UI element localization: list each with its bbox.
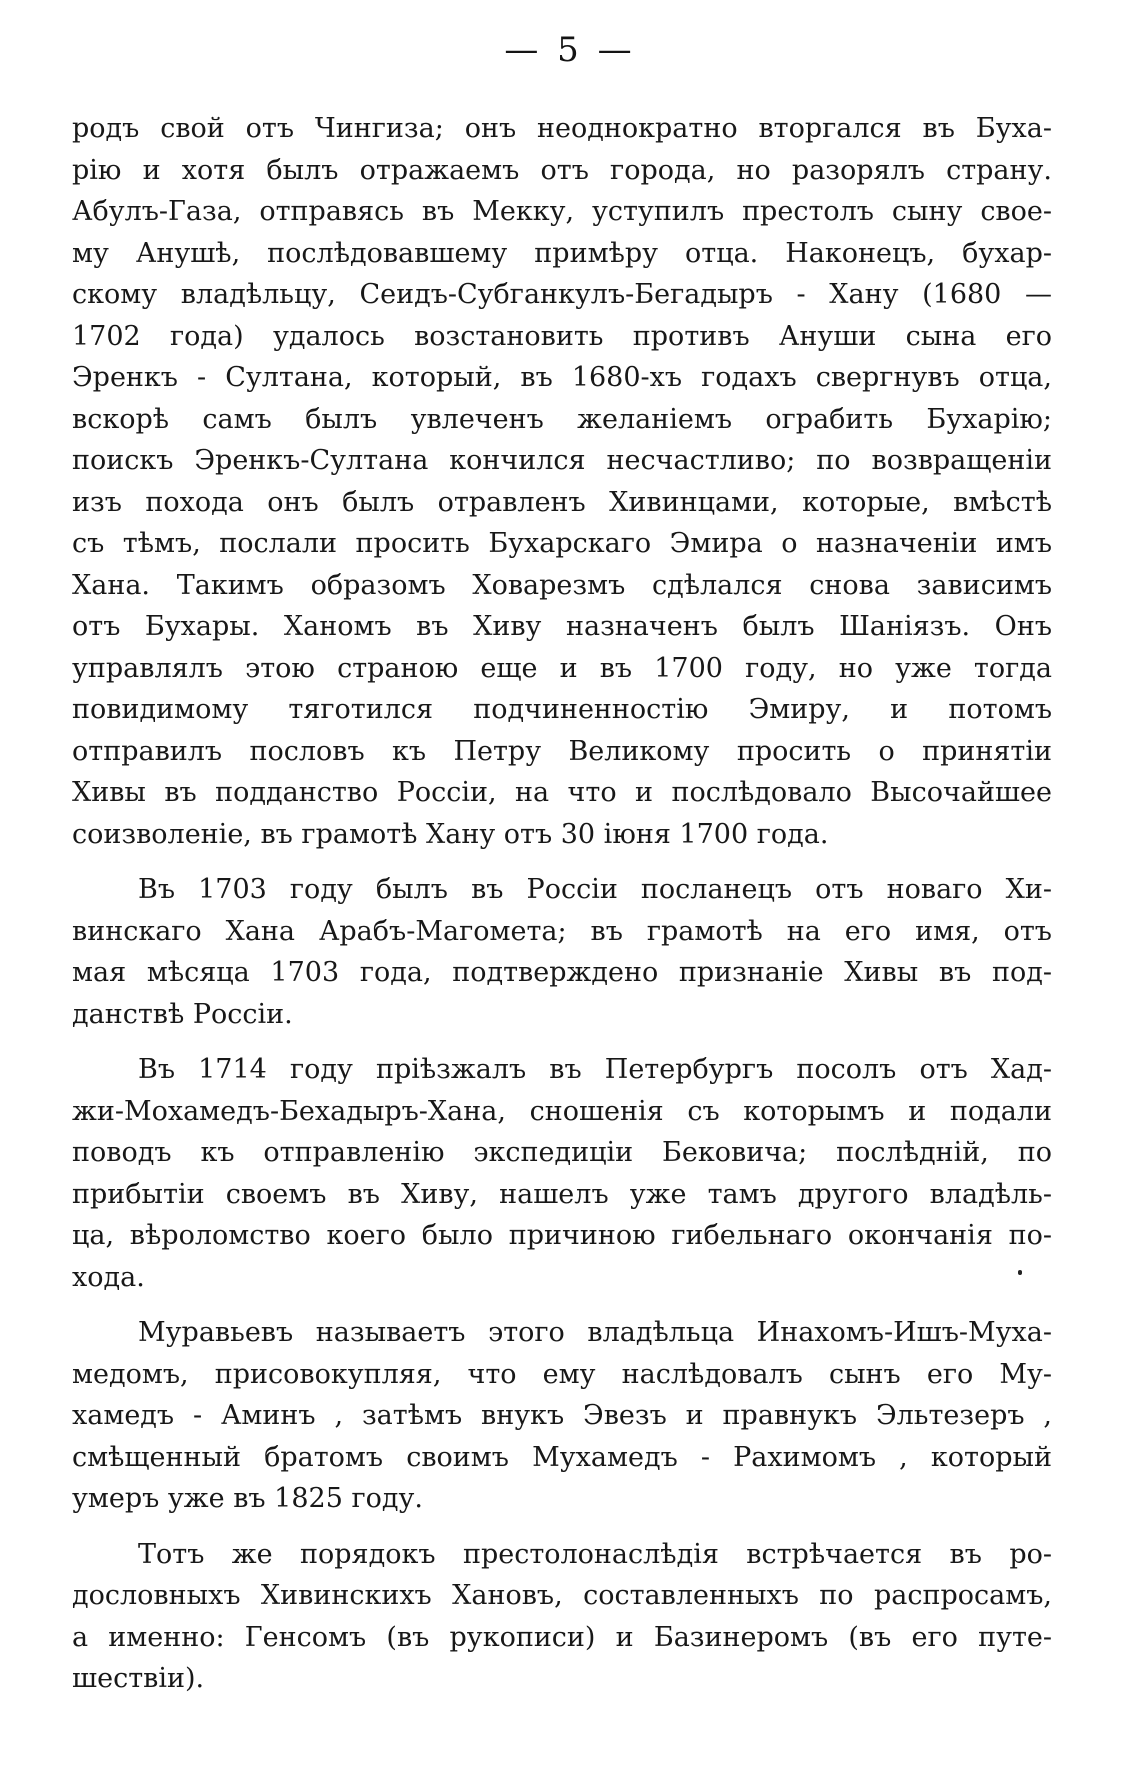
text-line: прибытіи своемъ въ Хиву, нашелъ уже тамъ другого владѣль-	[72, 1178, 1052, 1210]
text-line: Абулъ-Газа, отправясь въ Мекку, уступилъ престолъ сыну свое-	[72, 196, 1052, 227]
text-line: ца, вѣроломство коего было причиною гибельнаго окончанія по-	[72, 1220, 1052, 1251]
text-line: поискъ Эренкъ-Султана кончился несчастливо; по возвращеніи	[72, 445, 1052, 476]
text-line: рію и хотя былъ отражаемъ отъ города, но разорялъ страну.	[72, 154, 1052, 186]
text-line: Хивы въ подданство Россіи, на что и послѣдовало Высочайшее	[72, 777, 1052, 808]
paragraph-gap	[72, 1035, 1052, 1049]
text-line: отправилъ пословъ къ Петру Великому просить о принятіи	[72, 735, 1052, 767]
text-line: мая мѣсяца 1703 года, подтверждено признаніе Хивы въ под-	[72, 957, 1052, 988]
text-line: а именно: Генсомъ (въ рукописи) и Базинеромъ (въ его путе-	[72, 1621, 1052, 1653]
text-line: вскорѣ самъ былъ увлеченъ желаніемъ ограбить Бухарію;	[72, 403, 1052, 435]
text-line: повидимому тяготился подчиненностію Эмиру, и потомъ	[72, 694, 1052, 725]
body-text	[72, 108, 1052, 1700]
text-line: отъ Бухары. Ханомъ въ Хиву назначенъ былъ Шаніязъ. Онъ	[72, 611, 1052, 642]
text-line: Эренкъ - Султана, который, въ 1680-хъ годахъ свергнувъ отца,	[72, 362, 1052, 393]
paragraph	[72, 1534, 1052, 1700]
text-line: дословныхъ Хивинскихъ Хановъ, составленныхъ по распросамъ,	[72, 1580, 1052, 1611]
text-line: Въ 1714 году пріѣзжалъ въ Петербургъ посолъ отъ Хад-	[138, 1054, 1052, 1085]
paragraph	[72, 869, 1052, 1035]
text-line: родъ свой отъ Чингиза; онъ неоднократно вторгался въ Буха-	[72, 113, 1052, 144]
text-line: хода.	[72, 1261, 145, 1293]
text-line: винскаго Хана Арабъ-Магомета; въ грамотѣ на его имя, отъ	[72, 915, 1052, 947]
text-line: жи-Мохамедъ-Бехадыръ-Хана, сношенія съ которымъ и подали	[72, 1095, 1052, 1127]
text-line: скому владѣльцу, Сеидъ-Субганкулъ-Бегадыръ - Хану (1680 —	[72, 279, 1052, 310]
paragraph	[72, 108, 1052, 855]
text-line: му Анушѣ, послѣдовавшему примѣру отца. Наконецъ, бухар-	[72, 237, 1052, 269]
text-line: данствѣ Россіи.	[72, 998, 293, 1030]
text-line: Муравьевъ называетъ этого владѣльца Инахомъ-Ишъ-Муха-	[138, 1317, 1052, 1348]
paragraph-gap	[72, 1298, 1052, 1312]
paragraph-gap	[72, 855, 1052, 869]
text-line: шествіи).	[72, 1663, 205, 1694]
text-line: управлялъ этою страною еще и въ 1700 году, но уже тогда	[72, 652, 1052, 684]
paragraph	[72, 1312, 1052, 1520]
text-line: смѣщенный братомъ своимъ Мухамедъ - Рахимомъ , который	[72, 1441, 1052, 1473]
text-line: Тотъ же порядокъ престолонаслѣдія встрѣчается въ ро-	[138, 1538, 1052, 1570]
text-line: поводъ къ отправленію экспедиціи Бековича; послѣдній, по	[72, 1137, 1052, 1168]
text-line: Въ 1703 году былъ въ Россіи посланецъ отъ новаго Хи-	[138, 874, 1052, 905]
page-number: — 5 —	[504, 30, 636, 70]
text-line: изъ похода онъ былъ отравленъ Хивинцами, которые, вмѣстѣ	[72, 486, 1052, 518]
text-line: хамедъ - Аминъ , затѣмъ внукъ Эвезъ и правнукъ Эльтезеръ ,	[72, 1400, 1052, 1431]
text-line: 1702 года) удалось возстановить противъ Ануши сына его	[72, 320, 1052, 352]
ink-speck	[1018, 1270, 1022, 1275]
text-line: съ тѣмъ, послали просить Бухарскаго Эмира о назначеніи имъ	[72, 528, 1052, 559]
paragraph	[72, 1049, 1052, 1298]
text-line: медомъ, присовокупляя, что ему наслѣдовалъ сынъ его Му-	[72, 1358, 1052, 1390]
paragraph-gap	[72, 1520, 1052, 1534]
text-line: соизволеніе, въ грамотѣ Хану отъ 30 іюня 1700 года.	[72, 818, 829, 850]
text-line: Хана. Такимъ образомъ Ховарезмъ сдѣлался снова зависимъ	[72, 569, 1052, 601]
text-line: умеръ уже въ 1825 году.	[72, 1483, 423, 1514]
